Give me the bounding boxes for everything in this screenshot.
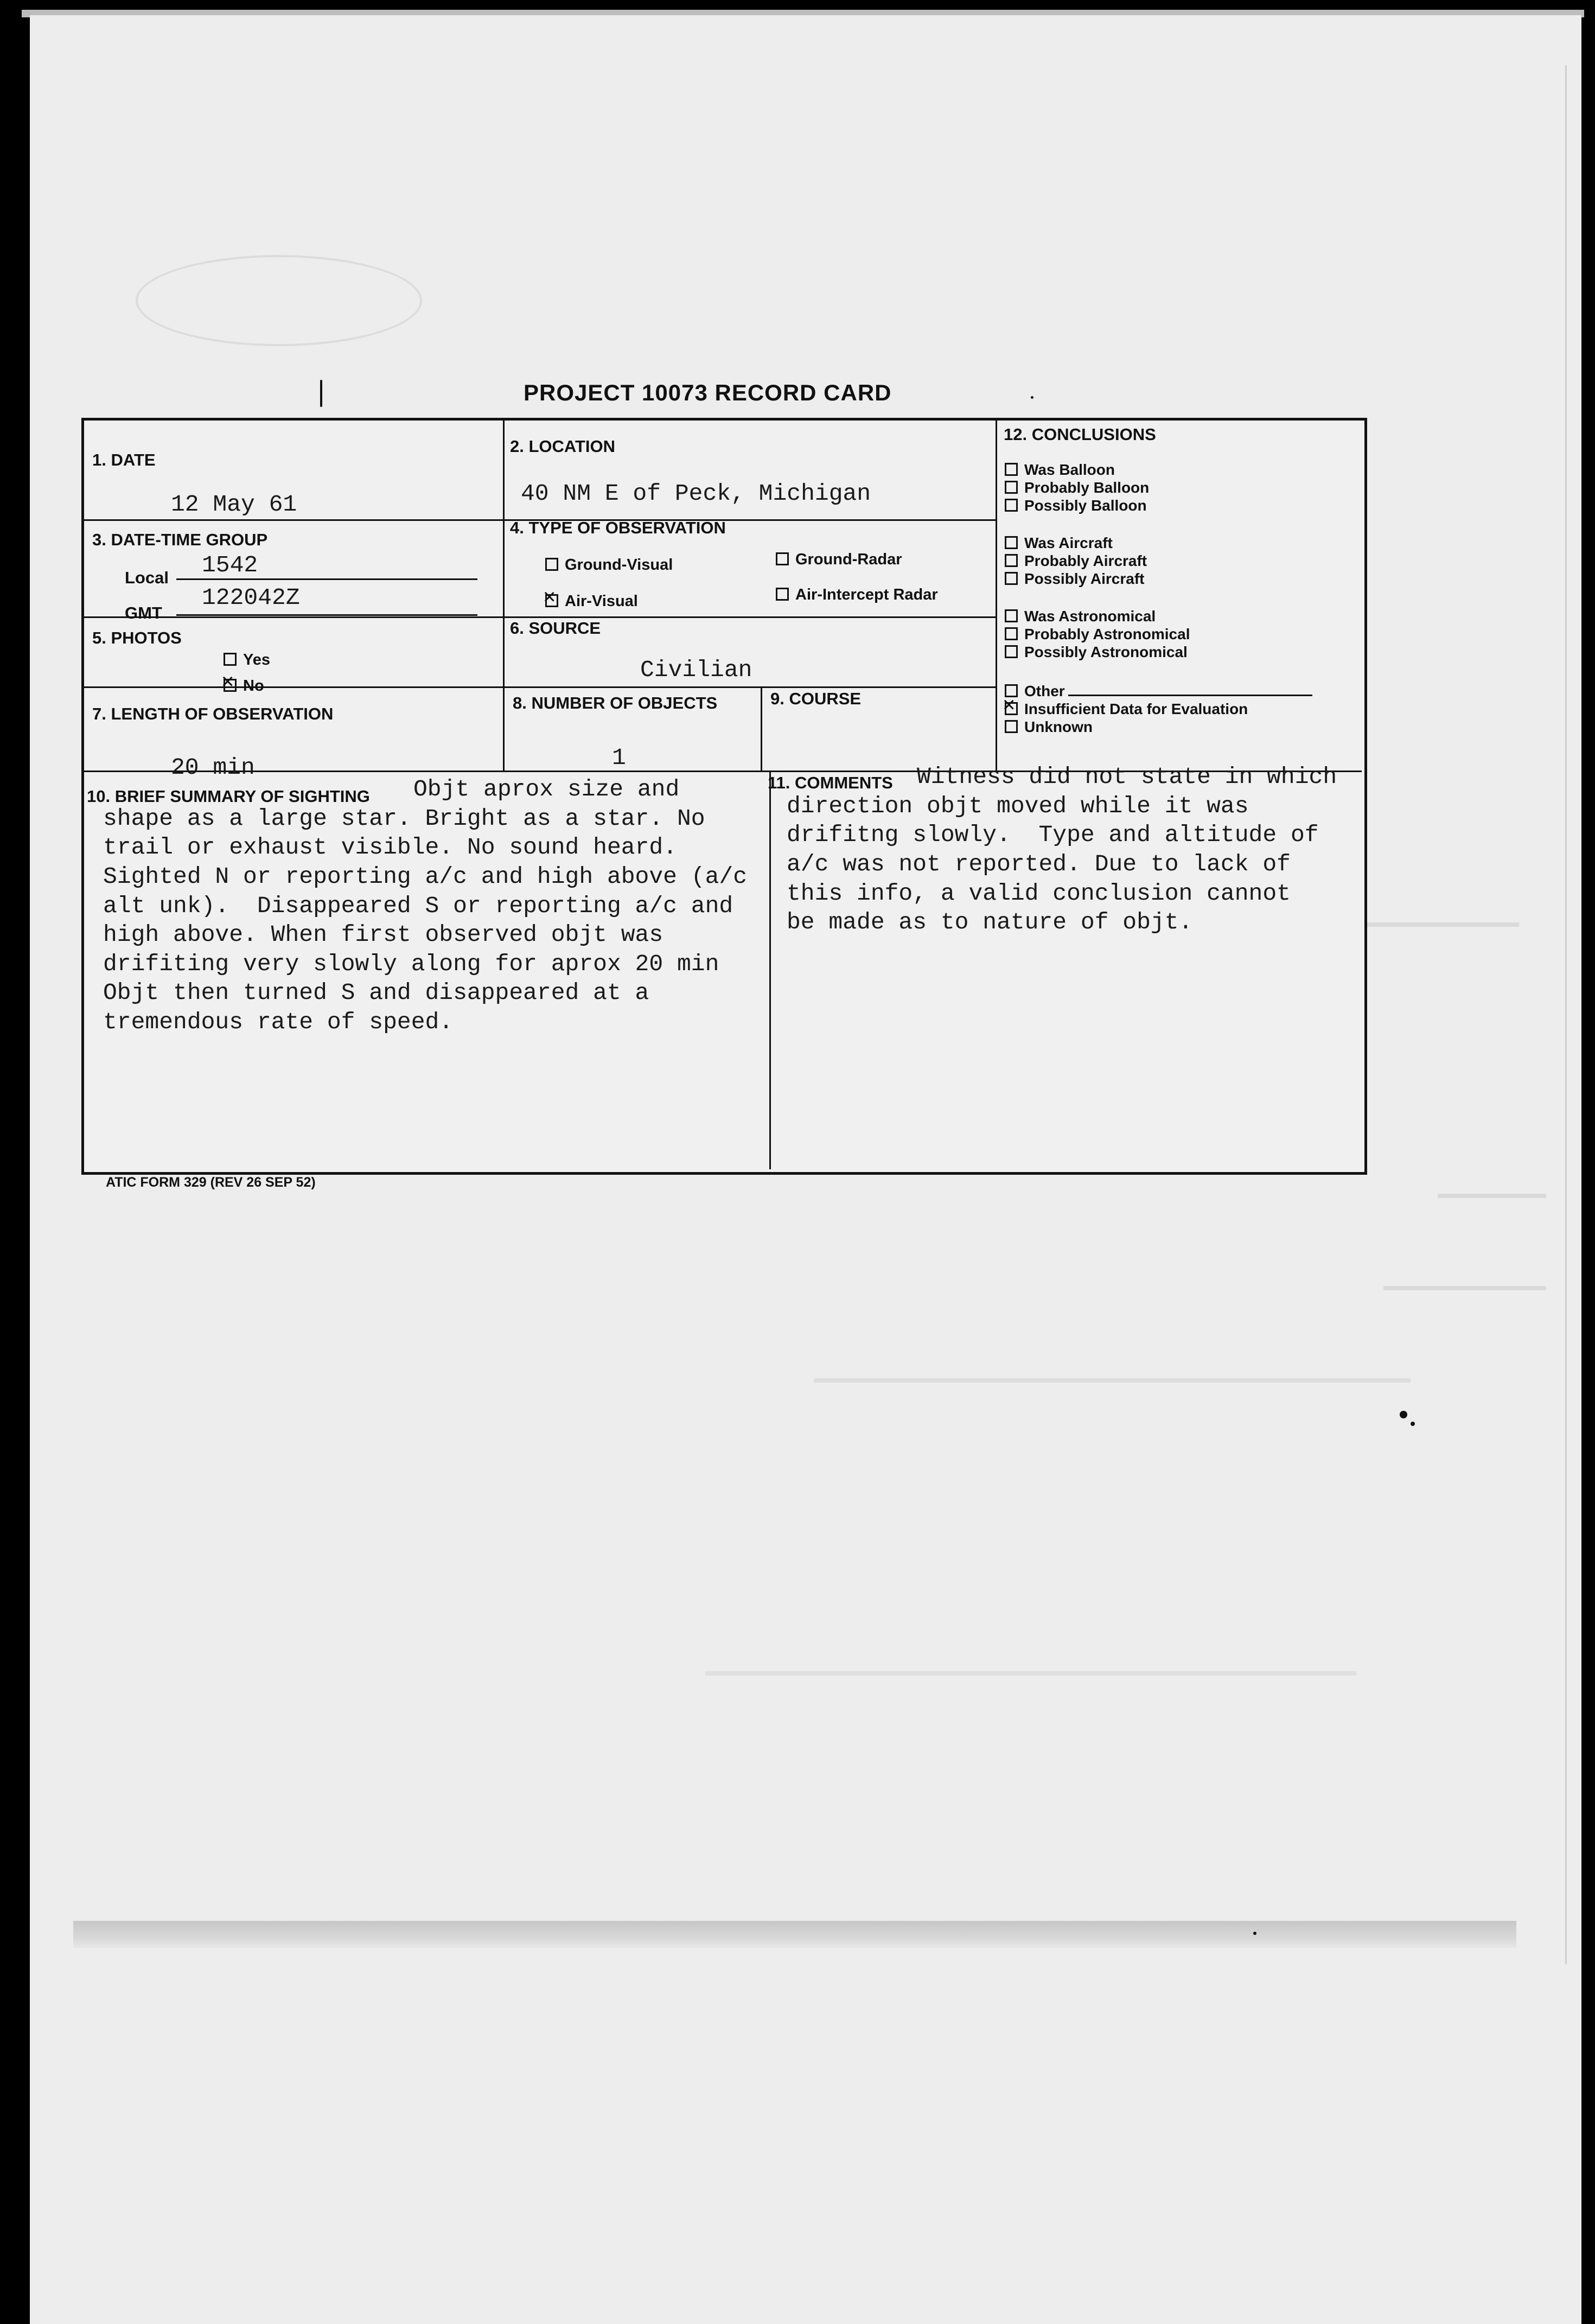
conclusion-option [1005, 701, 1248, 718]
conclusion-option [1005, 552, 1147, 570]
conclusion-label: Unknown [1024, 718, 1093, 735]
brief-summary-label: 10. BRIEF SUMMARY OF SIGHTING [87, 787, 370, 806]
bleed-through-mark [1383, 1286, 1546, 1290]
ground-visual-checkbox[interactable] [545, 558, 558, 571]
length-of-observation-label: 7. LENGTH OF OBSERVATION [92, 704, 334, 723]
conclusion-label: Probably Aircraft [1024, 552, 1147, 569]
brief-summary-line: drifiting very slowly along for aprox 20 min [103, 951, 719, 977]
grid-line [761, 686, 762, 771]
comments-line: a/c was not reported. Due to lack of [787, 851, 1291, 877]
other-write-in-line[interactable] [1068, 695, 1312, 696]
bleed-through-mark [136, 255, 422, 346]
local-time-line [176, 578, 477, 580]
date-time-group-label: 3. DATE-TIME GROUP [92, 530, 268, 549]
local-label: Local [125, 568, 169, 587]
conclusion-option [1005, 683, 1312, 700]
conclusion-checkbox[interactable] [1005, 627, 1018, 640]
photos-yes-checkbox[interactable] [224, 653, 237, 666]
ground-radar-checkbox[interactable] [776, 552, 789, 565]
conclusion-checkbox[interactable] [1005, 463, 1018, 476]
grid-line [996, 421, 997, 771]
brief-summary-line: trail or exhaust visible. No sound heard. [103, 834, 677, 861]
scan-speck [1400, 1411, 1407, 1418]
location-value: 40 NM E of Peck, Michigan [521, 480, 871, 507]
course-label: 9. COURSE [770, 689, 862, 708]
photos-label: 5. PHOTOS [92, 628, 182, 647]
bleed-through-mark [705, 1671, 1356, 1676]
number-of-objects-value: 1 [612, 744, 626, 771]
bleed-through-mark [1356, 922, 1519, 927]
conclusion-checkbox[interactable] [1005, 572, 1018, 585]
source-label: 6. SOURCE [510, 619, 601, 638]
photos-no-checkbox[interactable] [224, 679, 237, 692]
conclusion-label: Possibly Balloon [1024, 497, 1147, 514]
brief-summary-line: high above. When first observed objt was [103, 921, 663, 948]
ground-radar-option: Ground-Radar [776, 551, 902, 569]
bleed-through-mark [814, 1378, 1411, 1383]
comments-line: be made as to nature of objt. [787, 909, 1193, 935]
brief-summary-line: tremendous rate of speed. [103, 1009, 454, 1035]
gmt-time-value: 122042Z [202, 584, 300, 611]
conclusion-checkbox[interactable] [1005, 720, 1018, 733]
number-of-objects-label: 8. NUMBER OF OBJECTS [513, 693, 718, 712]
air-visual-option: ×Air-Visual [545, 593, 638, 610]
conclusion-checkbox[interactable] [1005, 499, 1018, 512]
air-intercept-radar-checkbox[interactable] [776, 588, 789, 601]
gmt-label: GMT [125, 603, 162, 622]
brief-summary-line: alt unk). Disappeared S or reporting a/c and [103, 893, 733, 919]
conclusion-checkbox[interactable] [1005, 536, 1018, 549]
comments-line: drifitng slowly. Type and altitude of [787, 822, 1319, 848]
conclusion-label: Other [1024, 683, 1065, 699]
brief-summary-line: Objt then turned S and disappeared at a [103, 979, 649, 1006]
brief-summary-line: Objt aprox size and [413, 776, 680, 803]
grid-line [503, 421, 505, 771]
conclusion-checkbox[interactable] [1005, 481, 1018, 494]
grid-line [769, 771, 771, 1169]
conclusion-option [1005, 626, 1190, 643]
grid-line [84, 616, 996, 618]
air-intercept-radar-option: Air-Intercept Radar [776, 586, 938, 604]
conclusion-label: Probably Astronomical [1024, 626, 1190, 642]
conclusion-label: Possibly Astronomical [1024, 644, 1188, 660]
photos-yes-option: Yes [224, 651, 270, 669]
brief-summary-line: shape as a large star. Bright as a star. No [103, 805, 705, 832]
scan-speck [1253, 1932, 1256, 1935]
conclusion-option [1005, 644, 1188, 661]
source-value: Civilian [640, 657, 752, 683]
form-number: ATIC FORM 329 (REV 26 SEP 52) [106, 1175, 316, 1190]
conclusion-checkbox[interactable] [1005, 645, 1018, 658]
page-edge-shadow [1565, 65, 1567, 1964]
local-time-value: 1542 [202, 552, 258, 578]
ground-visual-option: Ground-Visual [545, 556, 673, 574]
location-label: 2. LOCATION [510, 437, 616, 456]
grid-line [84, 686, 996, 688]
scan-speck [1411, 1422, 1415, 1426]
comments-label: 11. COMMENTS [768, 773, 893, 792]
scan-artifact-band [73, 1921, 1516, 1948]
conclusion-option [1005, 570, 1144, 588]
brief-summary-line: Sighted N or reporting a/c and high above (a/c [103, 863, 747, 890]
date-label: 1. DATE [92, 450, 156, 469]
conclusion-option [1005, 497, 1147, 514]
card-title: PROJECT 10073 RECORD CARD [524, 380, 892, 405]
conclusion-label: Probably Balloon [1024, 479, 1150, 496]
comments-line: direction objt moved while it was [787, 793, 1249, 819]
conclusion-checkbox[interactable] [1005, 554, 1018, 567]
conclusion-label: Possibly Aircraft [1024, 570, 1145, 587]
conclusion-option [1005, 461, 1115, 479]
conclusion-label: Was Aircraft [1024, 534, 1113, 551]
type-of-observation-label: 4. TYPE OF OBSERVATION [510, 518, 726, 537]
conclusion-option [1005, 718, 1093, 736]
conclusion-label: Was Astronomical [1024, 608, 1156, 625]
air-visual-checkbox[interactable] [545, 594, 558, 607]
conclusion-option [1005, 608, 1156, 625]
scan-speck [1031, 396, 1033, 399]
conclusion-label: Was Balloon [1024, 461, 1115, 478]
conclusion-checkbox[interactable] [1005, 702, 1018, 715]
comments-line: Witness did not state in which [917, 763, 1337, 790]
gmt-time-line [176, 614, 477, 616]
comments-line: this info, a valid conclusion cannot [787, 880, 1291, 907]
bleed-through-mark [1438, 1194, 1546, 1198]
scan-speck [320, 380, 322, 407]
conclusions-label: 12. CONCLUSIONS [1004, 425, 1156, 444]
conclusion-checkbox[interactable] [1005, 609, 1018, 622]
photos-no-option: ×No [224, 677, 264, 695]
conclusion-label: Insufficient Data for Evaluation [1024, 701, 1248, 717]
conclusion-option [1005, 534, 1113, 552]
conclusion-option [1005, 479, 1149, 496]
date-value: 12 May 61 [171, 491, 297, 518]
length-of-observation-value: 20 min [171, 754, 255, 781]
